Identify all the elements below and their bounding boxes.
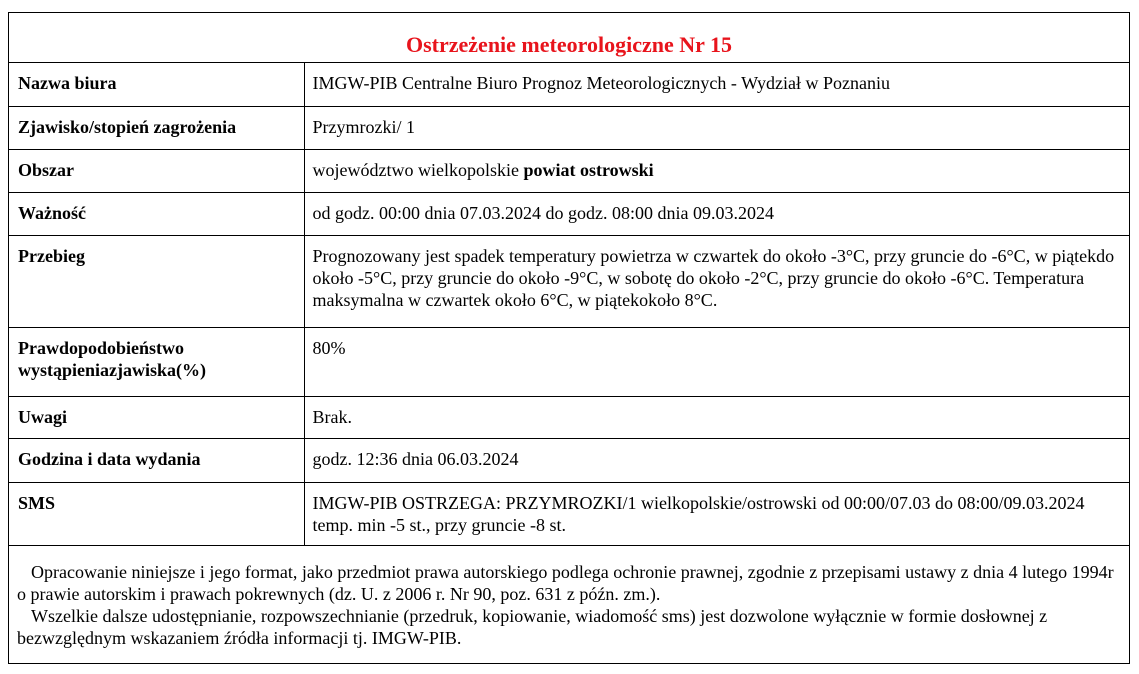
sms-label: SMS — [9, 482, 304, 545]
issued-label: Godzina i data wydania — [9, 438, 304, 482]
table-row-remarks — [9, 396, 1129, 438]
copyright-paragraph: Opracowanie niniejsze i jego format, jako przedmiot prawa autorskiego podlega ochronie prawnej, zgodnie z przepisami ustawy z dnia 4 lutego 1994r o prawie autorskim i prawach pokrewnych (dz. U. z 2006 r. Nr 90, poz. 631 z późn. zm.). — [17, 561, 1114, 604]
course-value: Prognozowany jest spadek temperatury powietrza w czwartek do około -3°C, przy gruncie do -6°C, w piątekdo około -5°C, przy gruncie do około -9°C, w sobotę do około -2°C, przy gruncie do około -6°C. Temperatura maksymalna w czwartek około 6°C, w piątekokoło 8°C. — [304, 235, 1129, 327]
table-row-area — [9, 149, 1129, 192]
table-row-phenomenon — [9, 106, 1129, 149]
validity-label: Ważność — [9, 192, 304, 235]
page-title: Ostrzeżenie meteorologiczne Nr 15 — [9, 13, 1129, 63]
table-row-course — [9, 235, 1129, 327]
table-row-issued — [9, 438, 1129, 482]
warning-document — [8, 12, 1130, 664]
phenomenon-label: Zjawisko/stopień zagrożenia — [9, 106, 304, 149]
area-voivodeship: województwo wielkopolskie — [312, 159, 524, 180]
probability-value: 80% — [304, 327, 1129, 396]
table-row-sms — [9, 482, 1129, 545]
course-label: Przebieg — [9, 235, 304, 327]
remarks-label: Uwagi — [9, 396, 304, 438]
office-value: IMGW-PIB Centralne Biuro Prognoz Meteorologicznych - Wydział w Poznaniu — [304, 63, 1129, 106]
issued-value: godz. 12:36 dnia 06.03.2024 — [304, 438, 1129, 482]
validity-value: od godz. 00:00 dnia 07.03.2024 do godz. 08:00 dnia 09.03.2024 — [304, 192, 1129, 235]
area-county: powiat ostrowski — [523, 159, 654, 180]
copyright-notice — [9, 546, 1129, 649]
remarks-value: Brak. — [304, 396, 1129, 438]
phenomenon-value: Przymrozki/ 1 — [304, 106, 1129, 149]
probability-label: Prawdopodobieństwo wystąpieniazjawiska(%) — [9, 327, 304, 396]
table-row-probability — [9, 327, 1129, 396]
table-row-office — [9, 63, 1129, 106]
office-label: Nazwa biura — [9, 63, 304, 106]
area-value — [304, 149, 1129, 192]
warning-table — [9, 63, 1129, 546]
distribution-paragraph: Wszelkie dalsze udostępnianie, rozpowszechnianie (przedruk, kopiowanie, wiadomość sms) jest dozwolone wyłącznie w formie dosłownej z bezwzględnym wskazaniem źródła informacji tj. IMGW-PIB. — [17, 605, 1048, 648]
table-row-validity — [9, 192, 1129, 235]
sms-value: IMGW-PIB OSTRZEGA: PRZYMROZKI/1 wielkopolskie/ostrowski od 00:00/07.03 do 08:00/09.03.2024 temp. min -5 st., przy gruncie -8 st. — [304, 482, 1129, 545]
area-label: Obszar — [9, 149, 304, 192]
